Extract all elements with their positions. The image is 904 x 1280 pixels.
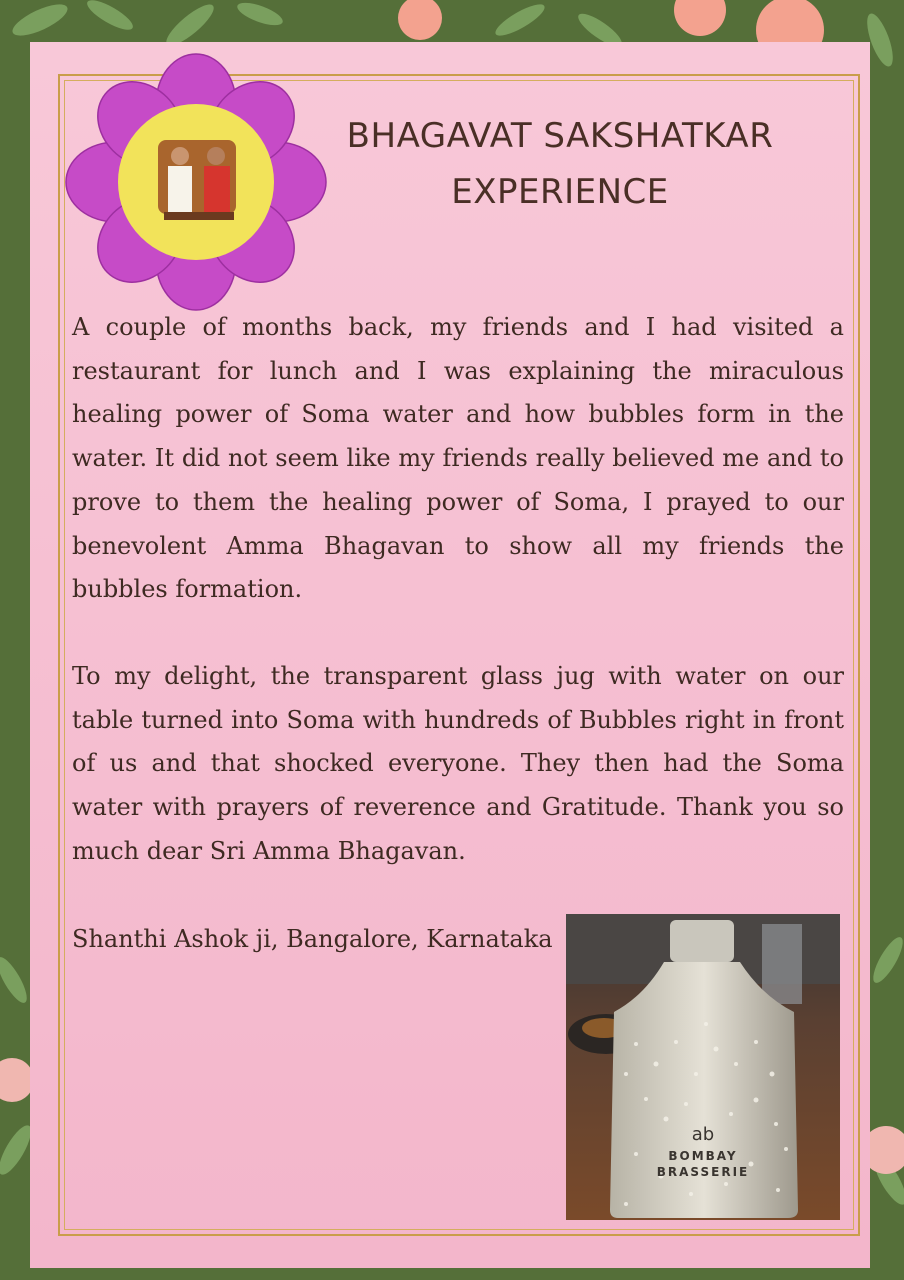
- story-paragraph-1: A couple of months back, my friends and I had visited a restaurant for lunch and I was explaining the miraculous healing power of Soma water and how bubbles form in the water. It did not seem like my friends really believed me and to prove to them the healing power of Soma, I prayed to our benevolent Amma Bhagavan to show all my friends the bubbles formation.: [72, 313, 844, 604]
- bottle-image: [566, 914, 840, 1220]
- signature: Shanthi Ashok ji, Bangalore, Karnataka: [72, 925, 553, 953]
- bottle-logo-mark: ab: [691, 1124, 715, 1145]
- soma-water-bottle-photo: [566, 914, 840, 1220]
- amma-bhagavan-portrait-icon: [62, 52, 330, 312]
- page-title: [300, 108, 820, 220]
- bottle-label-line-2: BRASSERIE: [656, 1165, 750, 1179]
- bottle-label-line-1: BOMBAY: [668, 1149, 738, 1163]
- title-line-2: EXPERIENCE: [451, 172, 669, 212]
- emblem: [62, 52, 330, 312]
- story-paragraph-2: To my delight, the transparent glass jug with water on our table turned into Soma with hundreds of Bubbles right in front of us and that shocked everyone. They then had the Soma water with prayers of reverence and Gratitude. Thank you so much dear Sri Amma Bhagavan.: [72, 662, 844, 865]
- title-line-1: BHAGAVAT SAKSHATKAR: [346, 116, 774, 156]
